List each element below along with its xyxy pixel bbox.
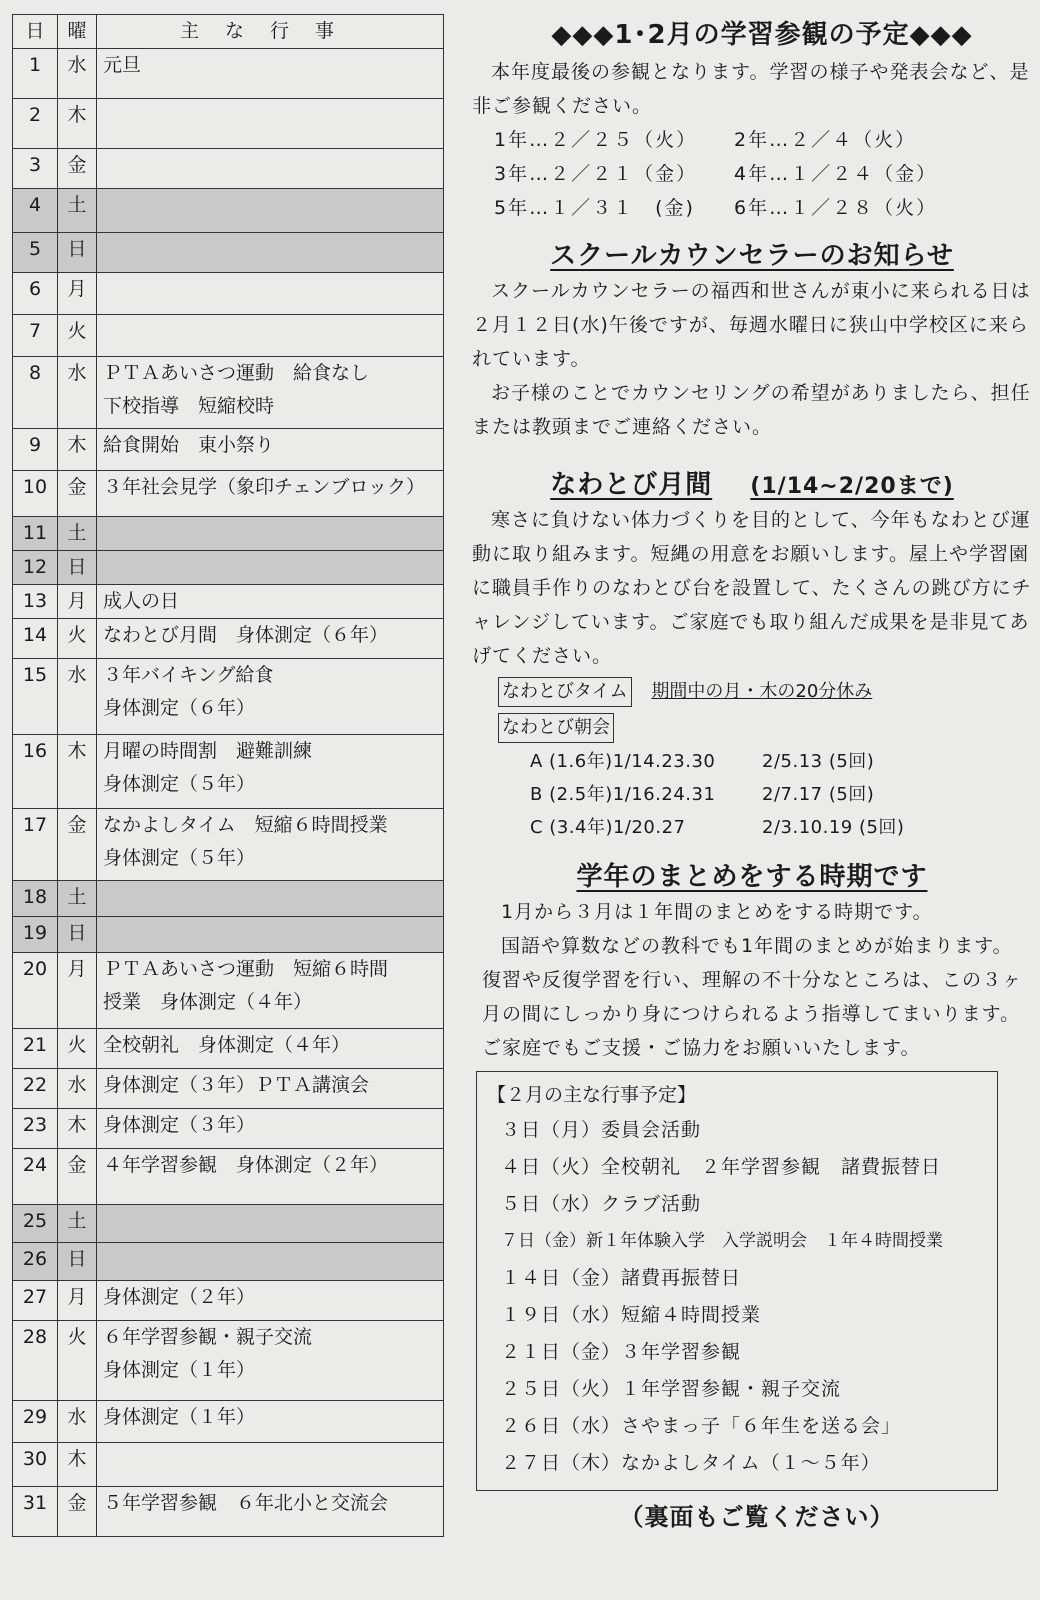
calendar-row [13, 953, 444, 1029]
footer-note: （裏面もご覧ください） [619, 1503, 895, 1531]
calendar-day: 4 [13, 189, 58, 233]
counselor-title [472, 235, 1032, 272]
calendar-weekday: 土 [58, 189, 97, 233]
event-calendar-table [12, 14, 444, 1537]
calendar-weekday: 水 [58, 357, 97, 429]
calendar-weekday: 水 [58, 1069, 97, 1109]
calendar-day: 28 [13, 1321, 58, 1401]
calendar-day: 25 [13, 1205, 58, 1243]
calendar-row [13, 273, 444, 315]
calendar-event: 給食開始 東小祭り [97, 429, 444, 471]
visit-schedule-item: 4年…１／２４（金） [734, 163, 938, 185]
calendar-row [13, 1205, 444, 1243]
calendar-header-row [13, 15, 444, 49]
february-event-item: １４日（金）諸費再振替日 [501, 1267, 742, 1289]
calendar-row [13, 99, 444, 149]
nawatobi-group-item: C (3.4年)1/20.27 [530, 817, 686, 838]
calendar-event: 身体測定（３年）ＰＴＡ講演会 [97, 1069, 444, 1109]
february-event-item: ２１日（金）３年学習参観 [501, 1341, 742, 1363]
calendar-weekday: 月 [58, 953, 97, 1029]
header-events: 主な行事 [97, 15, 444, 49]
calendar-day: 12 [13, 551, 58, 585]
nawatobi-body: 寒さに負けない体力づくりを目的として、今年もなわとび運動に取り組みます。短縄の用意をお願いします。屋上や学習園に職員手作りのなわとび台を設置して、たくさんの跳び方にチャレンジしています。ご家庭でも取り組んだ成果を是非見てあげてください。 [472, 509, 1032, 667]
counselor-body-2: お子様のことでカウンセリングの希望がありましたら、担任または教頭までご連絡ください。 [472, 382, 1031, 438]
calendar-day: 14 [13, 619, 58, 659]
february-events-list [487, 1112, 987, 1482]
calendar-day: 10 [13, 471, 58, 517]
calendar-row [13, 149, 444, 189]
calendar-day: 2 [13, 99, 58, 149]
calendar-row [13, 917, 444, 953]
summary-title-text: 学年のまとめをする時期です [576, 862, 928, 892]
calendar-event: ４年学習参観 身体測定（２年） [97, 1149, 444, 1205]
visit-schedule-row [494, 157, 1032, 191]
visits-schedule [494, 123, 1032, 225]
calendar-event: なかよしタイム 短縮６時間授業 身体測定（５年） [97, 809, 444, 881]
calendar-event: なわとび月間 身体測定（６年） [97, 619, 444, 659]
february-event-item: ７日（金）新１年体験入学 入学説明会 １年４時間授業 [501, 1231, 943, 1251]
calendar-row [13, 1029, 444, 1069]
visit-schedule-item: 1年…２／２５（火） [494, 129, 698, 151]
february-event-item: １９日（水）短縮４時間授業 [501, 1304, 762, 1326]
nawatobi-group-row [530, 811, 1032, 844]
nawatobi-group-row [530, 745, 1032, 778]
calendar-event: 身体測定（３年） [97, 1109, 444, 1149]
calendar-day: 16 [13, 735, 58, 809]
nawatobi-group-item: 2/7.17 (5回) [762, 784, 875, 805]
calendar-row [13, 357, 444, 429]
calendar-weekday: 木 [58, 429, 97, 471]
calendar-event [97, 99, 444, 149]
calendar-row [13, 1149, 444, 1205]
calendar-day: 3 [13, 149, 58, 189]
calendar-weekday: 火 [58, 619, 97, 659]
calendar-event [97, 917, 444, 953]
calendar-day: 11 [13, 517, 58, 551]
counselor-title-text: スクールカウンセラーのお知らせ [550, 241, 954, 271]
nawatobi-group-item: 2/3.10.19 (5回) [762, 817, 905, 838]
february-event-item: ４日（火）全校朝礼 ２年学習参観 諸費振替日 [501, 1156, 942, 1178]
header-day: 日 [13, 15, 58, 49]
nawatobi-group-item: A (1.6年)1/14.23.30 [530, 751, 716, 772]
calendar-weekday: 金 [58, 809, 97, 881]
calendar-event [97, 149, 444, 189]
calendar-event [97, 1243, 444, 1281]
visits-title: ◆◆◆1･2月の学習参観の予定◆◆◆ [551, 20, 973, 50]
calendar-weekday: 土 [58, 517, 97, 551]
calendar-row [13, 1443, 444, 1487]
calendar-weekday: 木 [58, 735, 97, 809]
visit-schedule-row [494, 191, 1032, 225]
calendar-weekday: 月 [58, 1281, 97, 1321]
calendar-event: 全校朝礼 身体測定（４年） [97, 1029, 444, 1069]
calendar-day: 18 [13, 881, 58, 917]
calendar-weekday: 木 [58, 1443, 97, 1487]
calendar-event [97, 273, 444, 315]
calendar-weekday: 土 [58, 881, 97, 917]
calendar-weekday: 日 [58, 551, 97, 585]
calendar-event: ＰＴＡあいさつ運動 給食なし 下校指導 短縮校時 [97, 357, 444, 429]
nawatobi-title [472, 464, 1032, 501]
calendar-day: 7 [13, 315, 58, 357]
counselor-body-1: スクールカウンセラーの福西和世さんが東小に来られる日は２月１２日(水)午後ですが、毎週水曜日に狭山中学校区に来られています。 [472, 280, 1031, 370]
february-event-item: ２５日（火）１年学習参観・親子交流 [501, 1378, 842, 1400]
calendar-event [97, 1443, 444, 1487]
calendar-row [13, 1109, 444, 1149]
calendar-day: 20 [13, 953, 58, 1029]
nawatobi-time-tag: なわとびタイム [498, 677, 632, 707]
visit-schedule-item: 6年…１／２８（火） [734, 197, 938, 219]
calendar-event: 月曜の時間割 避難訓練 身体測定（５年） [97, 735, 444, 809]
calendar-day: 31 [13, 1487, 58, 1537]
calendar-row [13, 517, 444, 551]
nawatobi-group-item: 2/5.13 (5回) [762, 751, 875, 772]
visit-schedule-item: 2年…２／４（火） [734, 129, 917, 151]
calendar-row [13, 49, 444, 99]
calendar-day: 17 [13, 809, 58, 881]
calendar-event: ３年バイキング給食 身体測定（６年） [97, 659, 444, 735]
calendar-weekday: 金 [58, 1487, 97, 1537]
calendar-day: 23 [13, 1109, 58, 1149]
calendar-row [13, 1321, 444, 1401]
calendar-event [97, 233, 444, 273]
visit-schedule-item: 3年…２／２１（金） [494, 163, 698, 185]
calendar-day: 8 [13, 357, 58, 429]
calendar-day: 24 [13, 1149, 58, 1205]
calendar-event: ＰＴＡあいさつ運動 短縮６時間 授業 身体測定（４年） [97, 953, 444, 1029]
calendar-weekday: 金 [58, 1149, 97, 1205]
calendar-row [13, 233, 444, 273]
calendar-event [97, 881, 444, 917]
calendar-row [13, 1281, 444, 1321]
calendar-weekday: 月 [58, 585, 97, 619]
calendar-day: 19 [13, 917, 58, 953]
calendar-day: 27 [13, 1281, 58, 1321]
calendar-row [13, 471, 444, 517]
calendar-event: ５年学習参観 ６年北小と交流会 [97, 1487, 444, 1537]
calendar-day: 29 [13, 1401, 58, 1443]
visit-schedule-row [494, 123, 1032, 157]
calendar-weekday: 土 [58, 1205, 97, 1243]
february-event-item: ５日（水）クラブ活動 [501, 1193, 702, 1215]
calendar-row [13, 429, 444, 471]
calendar-weekday: 日 [58, 233, 97, 273]
calendar-day: 26 [13, 1243, 58, 1281]
calendar-weekday: 木 [58, 1109, 97, 1149]
calendar-body [13, 49, 444, 1537]
calendar-event: 元旦 [97, 49, 444, 99]
calendar-event: 身体測定（１年） [97, 1401, 444, 1443]
calendar-event: ６年学習参観・親子交流 身体測定（１年） [97, 1321, 444, 1401]
calendar-row [13, 735, 444, 809]
calendar-weekday: 金 [58, 471, 97, 517]
calendar-row [13, 809, 444, 881]
calendar-event [97, 551, 444, 585]
calendar-row [13, 659, 444, 735]
calendar-row [13, 315, 444, 357]
nawatobi-title-text: なわとび月間 [550, 470, 713, 500]
nawatobi-period: (1/14~2/20まで) [750, 474, 954, 499]
february-event-item: ２７日（木）なかよしタイム（１～５年） [501, 1452, 881, 1474]
calendar-row [13, 189, 444, 233]
nawatobi-assembly-tag: なわとび朝会 [498, 713, 614, 743]
summary-title [472, 856, 1032, 893]
calendar-row [13, 1487, 444, 1537]
calendar-day: 22 [13, 1069, 58, 1109]
summary-body-2: 国語や算数などの教科でも1年間のまとめが始まります。復習や反復学習を行い、理解の不十分なところは、この３ヶ月の間にしっかり身につけられるよう指導してまいります。ご家庭でもご支援・ご協力をお願いいたします。 [482, 935, 1023, 1059]
february-event-item: ３日（月）委員会活動 [501, 1119, 702, 1141]
calendar-row [13, 1243, 444, 1281]
calendar-weekday: 月 [58, 273, 97, 315]
calendar-weekday: 水 [58, 1401, 97, 1443]
nawatobi-group-item: B (2.5年)1/16.24.31 [530, 784, 716, 805]
calendar-row [13, 1401, 444, 1443]
calendar-day: 21 [13, 1029, 58, 1069]
calendar-weekday: 日 [58, 917, 97, 953]
calendar-row [13, 619, 444, 659]
calendar-day: 5 [13, 233, 58, 273]
header-weekday: 曜 [58, 15, 97, 49]
nawatobi-assembly-row [498, 711, 1032, 745]
february-event-item: ２６日（水）さやまっ子「６年生を送る会」 [501, 1415, 902, 1437]
calendar-weekday: 水 [58, 49, 97, 99]
calendar-weekday: 火 [58, 1029, 97, 1069]
calendar-event [97, 1205, 444, 1243]
calendar-event: 成人の日 [97, 585, 444, 619]
calendar-day: 9 [13, 429, 58, 471]
calendar-row [13, 585, 444, 619]
calendar-day: 30 [13, 1443, 58, 1487]
calendar-event [97, 315, 444, 357]
calendar-weekday: 日 [58, 1243, 97, 1281]
nawatobi-group-row [530, 778, 1032, 811]
calendar-weekday: 水 [58, 659, 97, 735]
summary-body-1: 1月から３月は１年間のまとめをする時期です。 [501, 901, 933, 923]
february-events-box [476, 1071, 998, 1491]
calendar-row [13, 1069, 444, 1109]
nawatobi-groups [472, 745, 1032, 844]
visits-body: 本年度最後の参観となります。学習の様子や発表会など、是非ご参観ください。 [472, 61, 1030, 117]
calendar-event: 身体測定（２年） [97, 1281, 444, 1321]
calendar-weekday: 金 [58, 149, 97, 189]
calendar-weekday: 火 [58, 1321, 97, 1401]
nawatobi-time-text: 期間中の月・木の20分休み [651, 681, 873, 702]
calendar-day: 15 [13, 659, 58, 735]
calendar-event: ３年社会見学（象印チェンブロック） [97, 471, 444, 517]
calendar-row [13, 881, 444, 917]
right-column [472, 10, 1032, 1532]
february-title: 【２月の主な行事予定】 [487, 1084, 697, 1106]
calendar-weekday: 木 [58, 99, 97, 149]
calendar-row [13, 551, 444, 585]
calendar-event [97, 189, 444, 233]
calendar-day: 13 [13, 585, 58, 619]
visit-schedule-item: 5年…１／３１ (金) [494, 197, 695, 219]
nawatobi-time-row [498, 675, 1032, 709]
calendar-day: 1 [13, 49, 58, 99]
calendar-day: 6 [13, 273, 58, 315]
calendar-event [97, 517, 444, 551]
calendar-weekday: 火 [58, 315, 97, 357]
